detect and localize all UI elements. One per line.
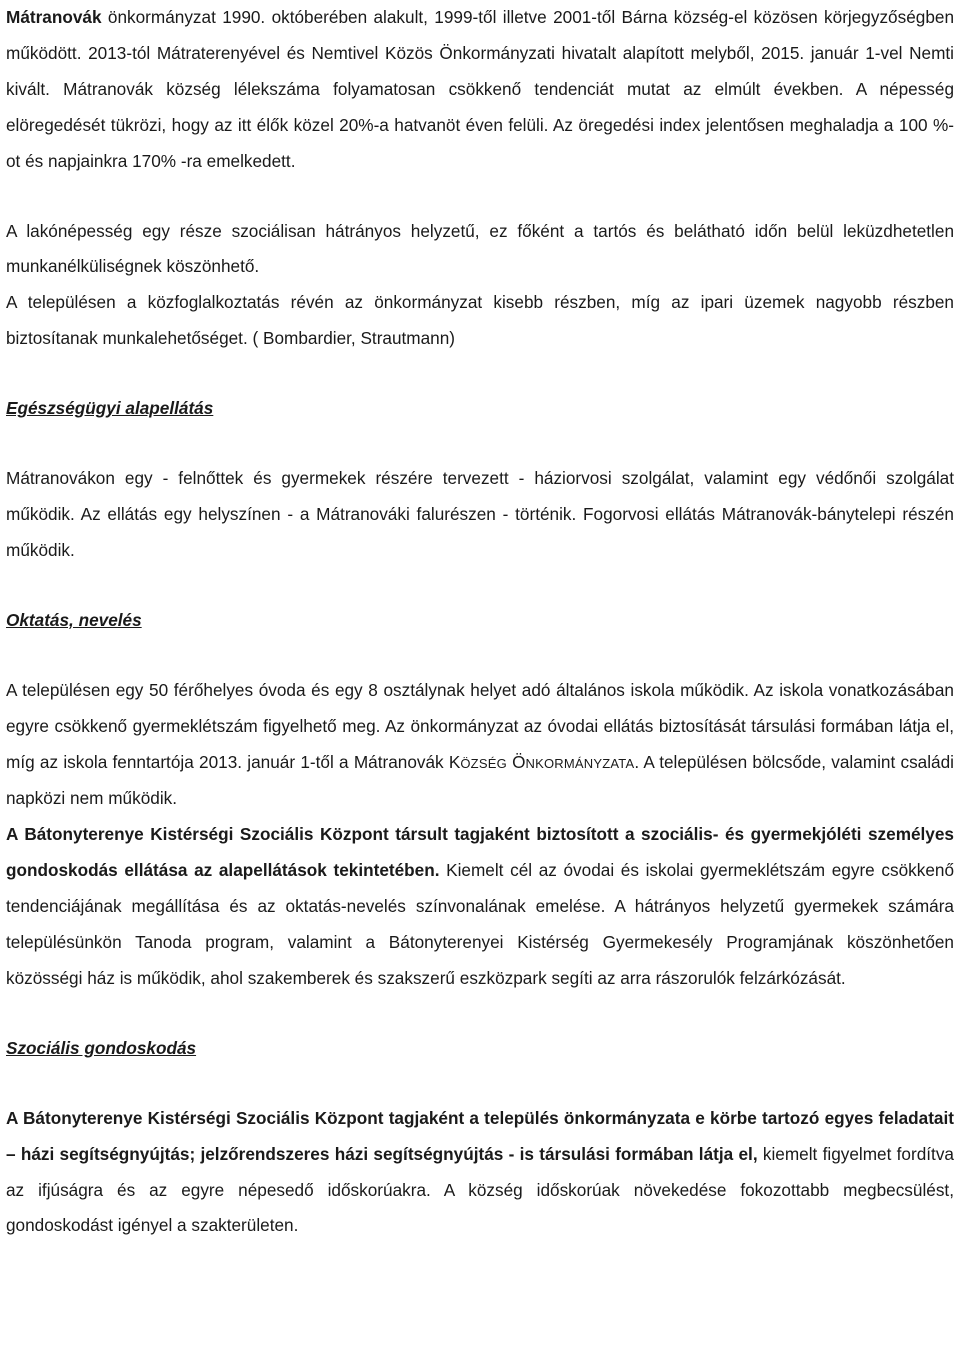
section-heading-social: Szociális gondoskodás <box>6 1037 197 1058</box>
social-paragraph-text: kiemelt figyelmet fordítva az ifjúságra és az egyre népesedő időskorúakra. A község időskorúak növekedése fokozottabb megbecsülést, gondoskodást igényel a szakterületen. <box>6 1143 954 1236</box>
education-paragraph-1-text: A településen egy 50 férőhelyes óvoda és egy 8 osztálynak helyet adó általános iskola működik. Az iskola vonatkozásában egyre csökkenő gyermeklétszám figyelhető meg. Az önkormányzat az óvodai ellátás biztosítását társulási formában látja el, míg az iskola fenntartója 2013. január 1-től a Mátranovák <box>6 679 954 772</box>
spacer <box>6 180 954 214</box>
education-paragraph-2-text: Kiemelt cél az óvodai és iskolai gyermeklétszám egyre csökkenő tendenciájának megállítása és az oktatás-nevelés színvonalának emelése. A hátrányos helyzetű gyermekek számára településünkön Tanoda program, valamint a Bátonyterenyei Kistérség Gyermekesély Programjának köszönhetően közösségi ház is működik, ahol szakemberek és szakszerű eszközpark segíti az arra rászorulók felzárkózását. <box>6 860 954 988</box>
section-heading-health: Egészségügyi alapellátás <box>6 398 214 419</box>
spacer <box>6 427 954 461</box>
spacer <box>6 569 954 603</box>
intro-paragraph-3: A településen a közfoglalkoztatás révén az önkormányzat kisebb részben, míg az ipari üzemek nagyobb részben biztosítanak munkalehetőséget. ( Bombardier, Strautmann) <box>6 292 954 349</box>
smallcaps-text: ÖZSÉG <box>460 755 507 771</box>
health-paragraph: Mátranovákon egy - felnőttek és gyermekek részére tervezett - háziorvosi szolgálat, valamint egy védőnői szolgálat működik. Az ellátás egy helyszínen - a Mátranováki falurészen - történik. Fogorvosi ellátás Mátranovák-bánytelepi részén működik. <box>6 468 954 560</box>
intro-paragraph-2: A lakónépesség egy része szociálisan hátrányos helyzetű, ez főként a tartós és belátható időn belül leküzdhetetlen munkanélküliségnek köszönhető. <box>6 220 954 277</box>
village-name-bold: Mátranovák <box>6 7 102 27</box>
spacer <box>6 357 954 391</box>
social-bold-statement: A Bátonyterenye Kistérségi Szociális Központ tagjaként a település önkormányzata e körbe tartozó egyes feladatait – házi segítségnyújtás; jelzőrendszeres házi segítségnyújtás - is társulási formában látja el, <box>6 1107 954 1164</box>
intro-paragraph-1-text: önkormányzat 1990. októberében alakult, 1999-től illetve 2001-től Bárna község-el közösen körjegyzőségben működött. 2013-tól Mátraterenyével és Nemtivel Közös Önkormányzati hivatalt alapított melyből, 2015. január 1-vel Nemti kivált. Mátranovák község lélekszáma folyamatosan csökkenő tendenciát mutat az elmúlt években. A népesség elöregedését tükrözi, hogy az itt élők közel 20%-a hatvanöt éven felüli. Az öregedési index jelentősen meghaladja a 100 %-ot és napjainkra 170% -ra emelkedett. <box>6 7 954 171</box>
education-paragraph-1 <box>6 673 954 818</box>
social-paragraph <box>6 1101 954 1245</box>
education-bold-statement: A Bátonyterenye Kistérségi Szociális Központ társult tagjaként biztosított a szociális- és gyermekjóléti személyes gondoskodás ellátása az alapellátások tekintetében. <box>6 824 954 881</box>
education-paragraph-2 <box>6 817 954 997</box>
smallcaps-text: NKORMÁNYZATA <box>525 755 635 771</box>
spacer <box>6 639 954 673</box>
spacer <box>6 1067 954 1101</box>
education-paragraph-1-end: . A településen bölcsőde, valamint családi napközi nem működik. <box>6 751 954 809</box>
smallcaps-initial: K <box>448 751 461 772</box>
spacer <box>6 997 954 1031</box>
smallcaps-initial: Ö <box>506 751 526 772</box>
intro-paragraph-1 <box>6 0 954 180</box>
section-heading-education: Oktatás, nevelés <box>6 609 142 630</box>
